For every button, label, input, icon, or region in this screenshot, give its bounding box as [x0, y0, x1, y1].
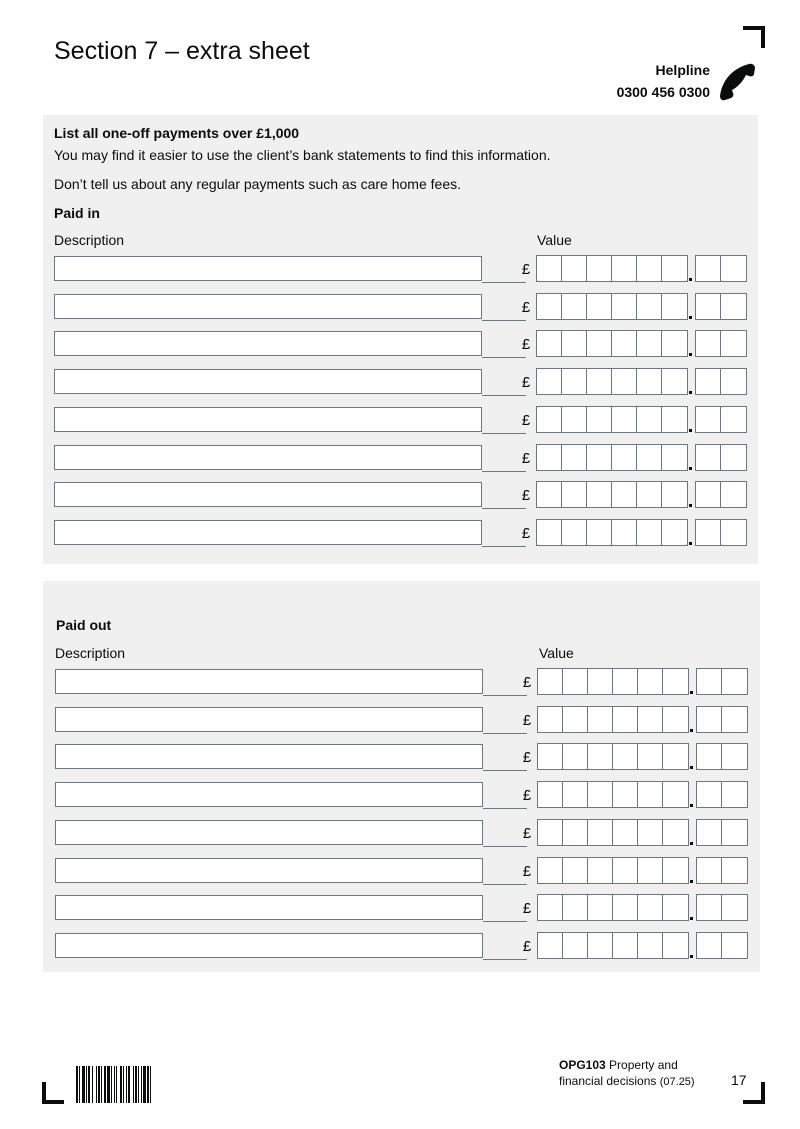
digit-cell[interactable]	[588, 744, 613, 769]
form-title-line-1: Property and	[609, 1058, 678, 1072]
pound-sign: £	[522, 862, 532, 880]
digit-cell[interactable]	[612, 369, 637, 394]
digit-cell[interactable]	[638, 895, 663, 920]
digit-cell[interactable]	[696, 369, 721, 394]
digit-cell[interactable]	[612, 331, 637, 356]
decimal-point	[689, 504, 692, 507]
pounds-value-input[interactable]	[536, 255, 688, 282]
pounds-value-input[interactable]	[537, 932, 689, 959]
pound-sign: £	[521, 411, 531, 429]
digit-cell[interactable]	[562, 407, 587, 432]
digit-cell[interactable]	[612, 520, 637, 545]
pence-value-input[interactable]	[696, 706, 748, 733]
row-underline	[482, 433, 526, 434]
decimal-point	[690, 729, 693, 732]
digit-cell[interactable]	[563, 669, 588, 694]
digit-cell[interactable]	[538, 933, 563, 958]
digit-cell[interactable]	[662, 294, 687, 319]
digit-cell[interactable]	[613, 820, 638, 845]
digit-cell[interactable]	[538, 820, 563, 845]
digit-cell[interactable]	[721, 256, 746, 281]
digit-cell[interactable]	[563, 744, 588, 769]
row-underline	[482, 395, 526, 396]
digit-cell[interactable]	[637, 369, 662, 394]
digit-cell[interactable]	[697, 782, 722, 807]
paid-in-heading: Paid in	[54, 205, 100, 221]
digit-cell[interactable]	[587, 294, 612, 319]
digit-cell[interactable]	[697, 933, 722, 958]
digit-cell[interactable]	[537, 294, 562, 319]
digit-cell[interactable]	[612, 445, 637, 470]
digit-cell[interactable]	[588, 707, 613, 732]
pounds-value-input[interactable]	[537, 781, 689, 808]
digit-cell[interactable]	[537, 445, 562, 470]
decimal-point	[689, 278, 692, 281]
digit-cell[interactable]	[563, 858, 588, 883]
instruction-bank-statements: You may find it easier to use the client’s bank statements to find this information.	[54, 147, 551, 163]
digit-cell[interactable]	[637, 256, 662, 281]
digit-cell[interactable]	[613, 669, 638, 694]
pounds-value-input[interactable]	[536, 481, 688, 508]
row-underline	[483, 846, 527, 847]
digit-cell[interactable]	[612, 407, 637, 432]
description-input[interactable]	[54, 482, 482, 507]
pence-value-input[interactable]	[696, 932, 748, 959]
digit-cell[interactable]	[587, 331, 612, 356]
pounds-value-input[interactable]	[537, 857, 689, 884]
digit-cell[interactable]	[722, 707, 747, 732]
digit-cell[interactable]	[696, 294, 721, 319]
row-underline	[482, 546, 526, 547]
digit-cell[interactable]	[662, 369, 687, 394]
digit-cell[interactable]	[722, 895, 747, 920]
digit-cell[interactable]	[663, 782, 688, 807]
pence-value-input[interactable]	[696, 894, 748, 921]
decimal-point	[689, 429, 692, 432]
digit-cell[interactable]	[637, 520, 662, 545]
pounds-value-input[interactable]	[537, 819, 689, 846]
pounds-value-input[interactable]	[536, 368, 688, 395]
pounds-value-input[interactable]	[537, 743, 689, 770]
pence-value-input[interactable]	[695, 406, 747, 433]
digit-cell[interactable]	[612, 482, 637, 507]
digit-cell[interactable]	[562, 369, 587, 394]
digit-cell[interactable]	[587, 407, 612, 432]
pound-sign: £	[521, 487, 531, 505]
digit-cell[interactable]	[537, 369, 562, 394]
pounds-value-input[interactable]	[537, 668, 689, 695]
digit-cell[interactable]	[721, 520, 746, 545]
pound-sign: £	[522, 749, 532, 767]
decimal-point	[689, 353, 692, 356]
value-column-label: Value	[539, 645, 574, 661]
decimal-point	[689, 391, 692, 394]
digit-cell[interactable]	[662, 331, 687, 356]
pound-sign: £	[521, 298, 531, 316]
digit-cell[interactable]	[697, 707, 722, 732]
form-title-line-2: financial decisions	[559, 1074, 657, 1088]
helpline-number: 0300 456 0300	[616, 84, 710, 100]
decimal-point	[690, 880, 693, 883]
digit-cell[interactable]	[637, 331, 662, 356]
decimal-point	[690, 917, 693, 920]
row-underline	[482, 320, 526, 321]
pounds-value-input[interactable]	[536, 293, 688, 320]
row-underline	[483, 808, 527, 809]
digit-cell[interactable]	[722, 933, 747, 958]
decimal-point	[690, 766, 693, 769]
phone-icon	[719, 62, 757, 102]
row-underline	[483, 770, 527, 771]
pence-value-input[interactable]	[695, 255, 747, 282]
pounds-value-input[interactable]	[536, 444, 688, 471]
instruction-regular-payments: Don’t tell us about any regular payments such as care home fees.	[54, 176, 461, 192]
digit-cell[interactable]	[537, 482, 562, 507]
row-underline	[483, 695, 527, 696]
value-column-label: Value	[537, 232, 572, 248]
digit-cell[interactable]	[722, 782, 747, 807]
digit-cell[interactable]	[638, 858, 663, 883]
row-underline	[483, 884, 527, 885]
decimal-point	[689, 467, 692, 470]
digit-cell[interactable]	[663, 933, 688, 958]
helpline-label: Helpline	[655, 62, 710, 78]
digit-cell[interactable]	[638, 744, 663, 769]
pound-sign: £	[522, 787, 532, 805]
digit-cell[interactable]	[563, 782, 588, 807]
digit-cell[interactable]	[638, 669, 663, 694]
digit-cell[interactable]	[697, 744, 722, 769]
digit-cell[interactable]	[696, 520, 721, 545]
digit-cell[interactable]	[588, 669, 613, 694]
paid-out-heading: Paid out	[56, 617, 112, 633]
pound-sign: £	[522, 711, 532, 729]
description-input[interactable]	[55, 669, 483, 694]
digit-cell[interactable]	[637, 482, 662, 507]
digit-cell[interactable]	[538, 858, 563, 883]
pound-sign: £	[521, 524, 531, 542]
digit-cell[interactable]	[588, 858, 613, 883]
digit-cell[interactable]	[696, 407, 721, 432]
digit-cell[interactable]	[696, 256, 721, 281]
digit-cell[interactable]	[612, 294, 637, 319]
description-input[interactable]	[55, 707, 483, 732]
row-underline	[482, 282, 526, 283]
digit-cell[interactable]	[663, 858, 688, 883]
pound-sign: £	[521, 261, 531, 278]
digit-cell[interactable]	[663, 744, 688, 769]
digit-cell[interactable]	[613, 744, 638, 769]
description-input[interactable]	[55, 820, 483, 845]
digit-cell[interactable]	[637, 445, 662, 470]
pound-sign: £	[521, 374, 531, 392]
pence-value-input[interactable]	[695, 330, 747, 357]
digit-cell[interactable]	[587, 445, 612, 470]
digit-cell[interactable]	[721, 445, 746, 470]
description-input[interactable]	[54, 256, 482, 281]
pence-value-input[interactable]	[695, 444, 747, 471]
payments-heading: List all one-off payments over £1,000	[54, 125, 300, 141]
digit-cell[interactable]	[588, 933, 613, 958]
page-number: 17	[731, 1072, 747, 1088]
digit-cell[interactable]	[537, 520, 562, 545]
digit-cell[interactable]	[696, 482, 721, 507]
digit-cell[interactable]	[538, 895, 563, 920]
digit-cell[interactable]	[722, 820, 747, 845]
digit-cell[interactable]	[537, 256, 562, 281]
digit-cell[interactable]	[662, 407, 687, 432]
decimal-point	[689, 542, 692, 545]
digit-cell[interactable]	[613, 933, 638, 958]
digit-cell[interactable]	[563, 895, 588, 920]
top-right-corner-mark	[743, 26, 765, 48]
digit-cell[interactable]	[562, 445, 587, 470]
digit-cell[interactable]	[638, 933, 663, 958]
digit-cell[interactable]	[613, 782, 638, 807]
digit-cell[interactable]	[588, 782, 613, 807]
digit-cell[interactable]	[538, 744, 563, 769]
digit-cell[interactable]	[722, 744, 747, 769]
digit-cell[interactable]	[721, 482, 746, 507]
digit-cell[interactable]	[638, 782, 663, 807]
digit-cell[interactable]	[563, 933, 588, 958]
digit-cell[interactable]	[537, 331, 562, 356]
paid-in-panel	[43, 115, 758, 564]
digit-cell[interactable]	[697, 858, 722, 883]
digit-cell[interactable]	[562, 331, 587, 356]
description-column-label: Description	[55, 645, 126, 661]
digit-cell[interactable]	[587, 520, 612, 545]
pence-value-input[interactable]	[695, 368, 747, 395]
description-input[interactable]	[54, 520, 482, 545]
digit-cell[interactable]	[613, 707, 638, 732]
page-title: Section 7 – extra sheet	[54, 37, 310, 65]
digit-cell[interactable]	[562, 520, 587, 545]
description-input[interactable]	[55, 744, 483, 769]
row-underline	[482, 357, 526, 358]
row-underline	[482, 508, 526, 509]
description-input[interactable]	[54, 331, 482, 356]
pence-value-input[interactable]	[696, 781, 748, 808]
description-input[interactable]	[54, 445, 482, 470]
pence-value-input[interactable]	[695, 519, 747, 546]
pence-value-input[interactable]	[696, 857, 748, 884]
decimal-point	[689, 316, 692, 319]
pound-sign: £	[522, 900, 532, 918]
digit-cell[interactable]	[663, 669, 688, 694]
form-reference	[559, 1057, 695, 1090]
decimal-point	[690, 804, 693, 807]
description-input[interactable]	[55, 933, 483, 958]
pounds-value-input[interactable]	[536, 330, 688, 357]
digit-cell[interactable]	[722, 858, 747, 883]
description-input[interactable]	[54, 294, 482, 319]
pounds-value-input[interactable]	[536, 519, 688, 546]
decimal-point	[690, 955, 693, 958]
digit-cell[interactable]	[721, 369, 746, 394]
row-underline	[483, 733, 527, 734]
digit-cell[interactable]	[538, 782, 563, 807]
pound-sign: £	[522, 824, 532, 842]
digit-cell[interactable]	[587, 256, 612, 281]
digit-cell[interactable]	[696, 331, 721, 356]
row-underline	[483, 921, 527, 922]
digit-cell[interactable]	[537, 407, 562, 432]
digit-cell[interactable]	[562, 294, 587, 319]
digit-cell[interactable]	[637, 407, 662, 432]
pound-sign: £	[521, 336, 531, 354]
bottom-left-corner-mark	[42, 1082, 64, 1104]
row-underline	[483, 959, 527, 960]
digit-cell[interactable]	[538, 669, 563, 694]
digit-cell[interactable]	[638, 820, 663, 845]
digit-cell[interactable]	[637, 294, 662, 319]
pound-sign: £	[522, 937, 532, 955]
paid-out-panel	[43, 581, 760, 972]
digit-cell[interactable]	[662, 256, 687, 281]
digit-cell[interactable]	[697, 820, 722, 845]
digit-cell[interactable]	[663, 895, 688, 920]
decimal-point	[690, 691, 693, 694]
digit-cell[interactable]	[697, 669, 722, 694]
description-input[interactable]	[54, 369, 482, 394]
digit-cell[interactable]	[563, 820, 588, 845]
description-input[interactable]	[55, 782, 483, 807]
digit-cell[interactable]	[538, 707, 563, 732]
pounds-value-input[interactable]	[537, 706, 689, 733]
digit-cell[interactable]	[588, 820, 613, 845]
description-column-label: Description	[54, 232, 125, 248]
digit-cell[interactable]	[697, 895, 722, 920]
digit-cell[interactable]	[663, 707, 688, 732]
pence-value-input[interactable]	[696, 668, 748, 695]
digit-cell[interactable]	[588, 895, 613, 920]
form-version: (07.25)	[659, 1076, 695, 1088]
row-underline	[482, 471, 526, 472]
form-code: OPG103	[559, 1058, 606, 1072]
digit-cell[interactable]	[587, 369, 612, 394]
pound-sign: £	[521, 449, 531, 467]
pence-value-input[interactable]	[696, 743, 748, 770]
digit-cell[interactable]	[721, 331, 746, 356]
digit-cell[interactable]	[587, 482, 612, 507]
digit-cell[interactable]	[562, 256, 587, 281]
pound-sign: £	[522, 674, 532, 691]
decimal-point	[690, 842, 693, 845]
digit-cell[interactable]	[722, 669, 747, 694]
pounds-value-input[interactable]	[536, 406, 688, 433]
description-input[interactable]	[55, 858, 483, 883]
digit-cell[interactable]	[638, 707, 663, 732]
digit-cell[interactable]	[696, 445, 721, 470]
description-input[interactable]	[54, 407, 482, 432]
pence-value-input[interactable]	[696, 819, 748, 846]
digit-cell[interactable]	[662, 520, 687, 545]
digit-cell[interactable]	[662, 482, 687, 507]
digit-cell[interactable]	[562, 482, 587, 507]
digit-cell[interactable]	[563, 707, 588, 732]
digit-cell[interactable]	[612, 256, 637, 281]
digit-cell[interactable]	[613, 858, 638, 883]
pence-value-input[interactable]	[695, 481, 747, 508]
digit-cell[interactable]	[663, 820, 688, 845]
digit-cell[interactable]	[613, 895, 638, 920]
description-input[interactable]	[55, 895, 483, 920]
digit-cell[interactable]	[721, 407, 746, 432]
pence-value-input[interactable]	[695, 293, 747, 320]
digit-cell[interactable]	[721, 294, 746, 319]
digit-cell[interactable]	[662, 445, 687, 470]
pounds-value-input[interactable]	[537, 894, 689, 921]
barcode-icon	[76, 1066, 190, 1103]
